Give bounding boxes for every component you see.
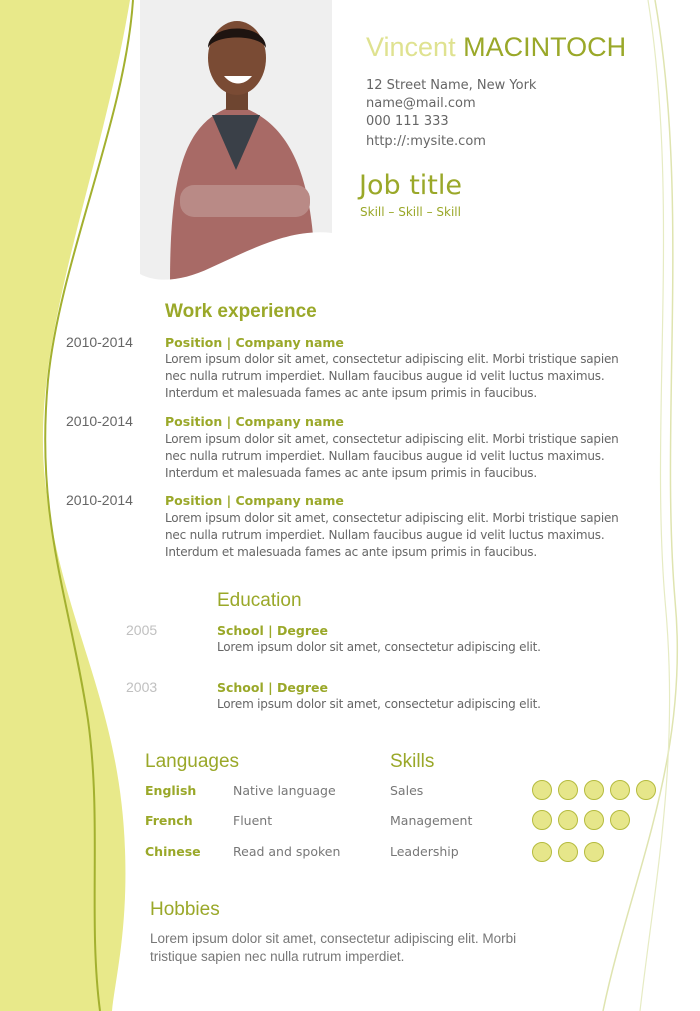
website[interactable]: http://:mysite.com — [366, 134, 486, 149]
work-description: Lorem ipsum dolor sit amet, consectetur adipiscing elit. Morbi tristique sapien nec nulla rutrum imperdiet. Nullam faucibus augue id velit luctus maximus. Interdum et malesuada fames ac ante ipsum primis in faucibus. — [165, 432, 619, 480]
skill-rating-dot — [584, 780, 604, 800]
work-years: 2010-2014 — [66, 413, 133, 429]
language-level: Native language — [233, 783, 336, 798]
profile-photo — [140, 0, 332, 284]
work-position: Position | Company name — [165, 493, 344, 508]
person-avatar-icon — [140, 0, 332, 284]
education-year: 2003 — [126, 679, 158, 695]
language-level: Read and spoken — [233, 844, 341, 859]
work-position: Position | Company name — [165, 414, 344, 429]
language-name: French — [145, 813, 193, 828]
phone: 000 111 333 — [366, 114, 449, 129]
skill-rating-dot — [636, 780, 656, 800]
skill-rating-dot — [532, 842, 552, 862]
email[interactable]: name@mail.com — [366, 96, 476, 111]
hobbies-heading: Hobbies — [150, 899, 220, 920]
skill-name: Sales — [390, 783, 424, 798]
education-degree: School | Degree — [217, 680, 328, 695]
education-degree: School | Degree — [217, 623, 328, 638]
language-name: English — [145, 783, 197, 798]
work-experience-heading: Work experience — [165, 301, 317, 322]
education-description: Lorem ipsum dolor sit amet, consectetur adipiscing elit. — [217, 697, 541, 711]
skills-line: Skill – Skill – Skill — [360, 205, 461, 219]
education-year: 2005 — [126, 622, 158, 638]
hobbies-text: Lorem ipsum dolor sit amet, consectetur adipiscing elit. Morbi tristique sapien nec nulla rutrum imperdiet. — [150, 931, 517, 964]
skill-rating-dot — [584, 810, 604, 830]
education-description: Lorem ipsum dolor sit amet, consectetur adipiscing elit. — [217, 640, 541, 654]
skill-rating-dot — [558, 842, 578, 862]
last-name: MACINTOCH — [463, 32, 627, 62]
skill-rating-dot — [584, 842, 604, 862]
languages-heading: Languages — [145, 751, 240, 772]
skill-rating-dot — [558, 780, 578, 800]
skill-name: Leadership — [390, 844, 459, 859]
skill-rating-dot — [558, 810, 578, 830]
skill-rating-dot — [532, 780, 552, 800]
skill-rating-dot — [610, 780, 630, 800]
language-level: Fluent — [233, 813, 273, 828]
work-description: Lorem ipsum dolor sit amet, consectetur adipiscing elit. Morbi tristique sapien nec nulla rutrum imperdiet. Nullam faucibus augue id velit luctus maximus. Interdum et malesuada fames ac ante ipsum primis in faucibus. — [165, 511, 619, 559]
work-years: 2010-2014 — [66, 492, 133, 508]
skill-rating-dot — [532, 810, 552, 830]
right-curve-line-2 — [640, 0, 670, 1011]
job-title: Job title — [359, 170, 462, 201]
first-name: Vincent — [366, 32, 456, 62]
education-heading: Education — [217, 590, 302, 611]
work-years: 2010-2014 — [66, 334, 133, 350]
skill-name: Management — [390, 813, 473, 828]
work-position: Position | Company name — [165, 335, 344, 350]
skills-heading: Skills — [390, 751, 435, 772]
language-name: Chinese — [145, 844, 201, 859]
address: 12 Street Name, New York — [366, 78, 537, 93]
work-description: Lorem ipsum dolor sit amet, consectetur adipiscing elit. Morbi tristique sapien nec nulla rutrum imperdiet. Nullam faucibus augue id velit luctus maximus. Interdum et malesuada fames ac ante ipsum primis in faucibus. — [165, 352, 619, 400]
full-name — [366, 32, 626, 63]
right-curve-line-1 — [603, 0, 677, 1011]
skill-rating-dot — [610, 810, 630, 830]
